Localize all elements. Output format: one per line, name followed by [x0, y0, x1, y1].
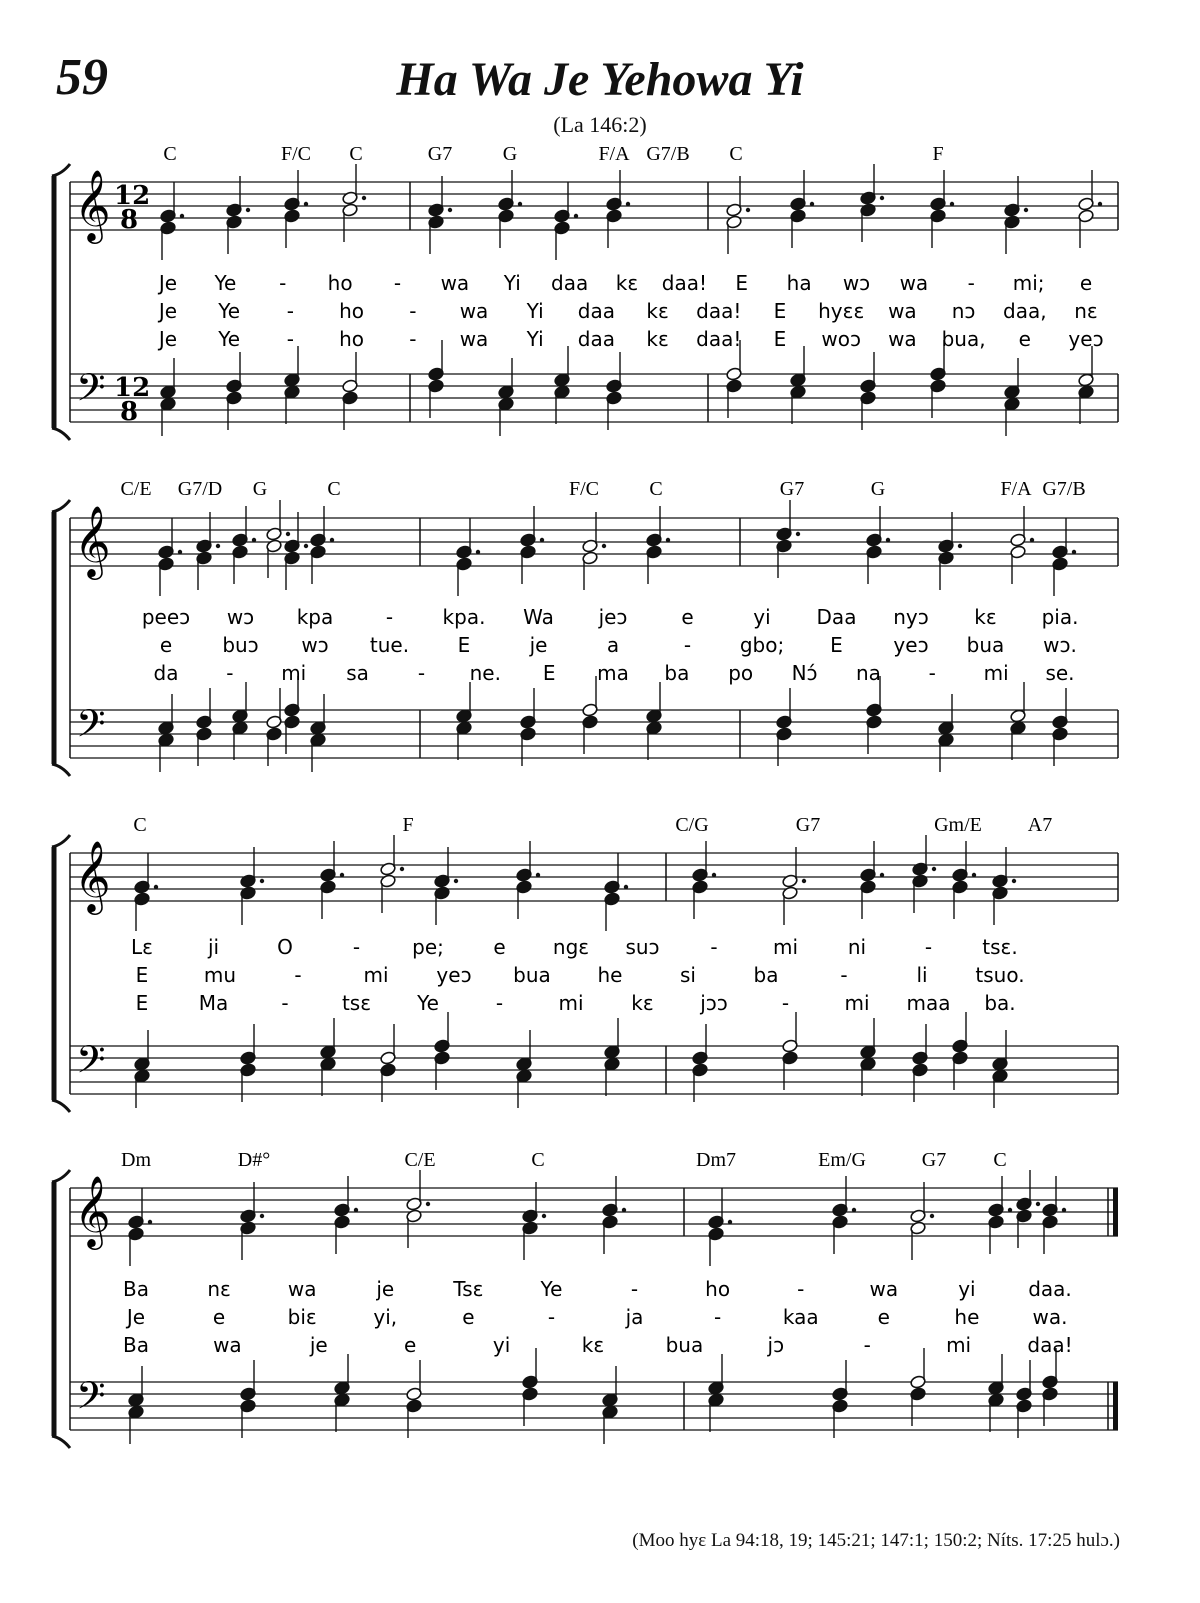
- dot: [154, 885, 158, 889]
- dot: [880, 873, 884, 877]
- lyric-syllable: si: [680, 963, 696, 987]
- lyric-syllable: Wa: [523, 605, 554, 629]
- chord-symbol: F/A: [598, 143, 630, 165]
- lyric-syllable: wa: [287, 1277, 317, 1301]
- lyric-syllable: kɛ: [646, 299, 669, 323]
- chord-symbol: G: [502, 143, 518, 165]
- dot: [1062, 1208, 1066, 1212]
- dot: [852, 1208, 856, 1212]
- lyric-syllable: maa: [906, 991, 951, 1015]
- lyric-syllable: E: [773, 327, 787, 351]
- dot: [216, 544, 220, 548]
- dot: [886, 538, 890, 542]
- dot: [626, 202, 630, 206]
- lyric-syllable: yi: [492, 1333, 511, 1357]
- lyric-syllable: bua: [966, 633, 1005, 657]
- lyric-syllable: ngɛ: [552, 935, 590, 959]
- lyric-syllable: wa: [440, 271, 470, 295]
- dot: [1098, 202, 1102, 206]
- lyric-syllable: je: [376, 1277, 395, 1301]
- lyric-syllable: ba: [753, 963, 779, 987]
- bracket-hook-top: [52, 164, 70, 176]
- chord-symbol: C: [349, 143, 363, 165]
- lyric-syllable: li: [916, 963, 928, 987]
- lyric-syllable: Ba: [123, 1277, 149, 1301]
- dot: [666, 538, 670, 542]
- dot: [304, 544, 308, 548]
- lyric-syllable: wa: [899, 271, 929, 295]
- dot: [454, 879, 458, 883]
- lyric-syllable: e: [404, 1333, 417, 1357]
- lyric-syllable: Lɛ: [131, 935, 153, 959]
- chord-symbol: F: [402, 814, 414, 836]
- dot: [802, 879, 806, 883]
- dot: [540, 538, 544, 542]
- dot: [246, 208, 250, 212]
- chord-symbol: G7/B: [646, 143, 690, 165]
- lyric-syllable: E: [735, 271, 749, 295]
- lyric-syllable: kɛ: [615, 271, 639, 295]
- lyric-syllable: -: [226, 661, 234, 685]
- dot: [796, 532, 800, 536]
- treble-clef-icon: 𝄞: [74, 839, 111, 912]
- lyric-syllable: daa,: [1003, 299, 1047, 323]
- lyric-syllable: wa: [869, 1277, 899, 1301]
- lyric-syllable: mi: [363, 963, 389, 987]
- chord-symbol: G7/D: [177, 478, 223, 500]
- dot: [542, 1214, 546, 1218]
- final-barline-thick: [1113, 1382, 1118, 1430]
- lyric-syllable: wɔ.: [1043, 633, 1077, 657]
- bracket-hook-bottom: [52, 428, 70, 440]
- lyric-syllable: Nɔ́: [791, 661, 818, 685]
- lyric-syllable: ni: [847, 935, 867, 959]
- lyric-syllable: he: [597, 963, 623, 987]
- lyric-syllable: Ye: [218, 299, 241, 323]
- dot: [712, 873, 716, 877]
- lyric-syllable: Ma: [198, 991, 229, 1015]
- scripture-reference: (La 146:2): [553, 112, 647, 137]
- lyric-syllable: wɔ: [226, 605, 255, 629]
- chord-symbol: Gm/E: [934, 814, 982, 836]
- lyric-syllable: mi: [946, 1333, 972, 1357]
- lyric-syllable: se.: [1045, 661, 1075, 685]
- lyric-syllable: kaa: [782, 1305, 819, 1329]
- chord-symbol: C: [729, 143, 743, 165]
- bass-clef-icon: 𝄢: [76, 1373, 106, 1427]
- dot: [400, 867, 404, 871]
- lyric-syllable: woɔ: [821, 327, 861, 351]
- lyric-syllable: peeɔ: [141, 605, 191, 629]
- lyric-syllable: -: [547, 1305, 556, 1329]
- lyric-syllable: kpa.: [442, 605, 486, 629]
- lyric-syllable: Je: [158, 327, 178, 351]
- lyric-syllable: ho: [705, 1277, 731, 1301]
- lyric-syllable: Daa: [816, 605, 857, 629]
- lyric-syllable: Je: [126, 1305, 146, 1329]
- lyric-syllable: kɛ: [646, 327, 669, 351]
- chord-symbol: D#°: [237, 1149, 271, 1171]
- treble-clef-icon: 𝄞: [74, 1174, 111, 1247]
- dot: [728, 1220, 732, 1224]
- lyric-syllable: yeɔ: [436, 963, 472, 987]
- lyric-syllable: kɛ: [581, 1333, 605, 1357]
- dot: [602, 544, 606, 548]
- bass-time-signature-denominator: 8: [120, 397, 139, 427]
- chord-symbol: G7: [921, 1149, 947, 1171]
- chord-symbol: C/E: [120, 478, 152, 500]
- chord-symbol: C: [163, 143, 177, 165]
- lyric-syllable: nɛ: [207, 1277, 231, 1301]
- chord-symbol: G7: [779, 478, 805, 500]
- lyric-syllable: mi: [281, 661, 307, 685]
- lyric-syllable: tsɛ: [341, 991, 372, 1015]
- lyric-syllable: Tsɛ: [453, 1277, 484, 1301]
- lyric-syllable: -: [840, 963, 848, 987]
- treble-clef-icon: 𝄞: [74, 168, 111, 241]
- dot: [304, 202, 308, 206]
- dot: [1030, 538, 1034, 542]
- dot: [518, 202, 522, 206]
- lyric-syllable: hyɛɛ: [818, 299, 865, 323]
- dot: [930, 1214, 934, 1218]
- lyric-syllable: ba: [664, 661, 690, 685]
- chord-symbol: C: [993, 1149, 1007, 1171]
- lyric-syllable: e: [159, 633, 173, 657]
- chord-symbol: A7: [1027, 814, 1053, 836]
- lyric-syllable: yeɔ: [1068, 327, 1104, 351]
- lyric-syllable: -: [409, 327, 417, 351]
- lyric-syllable: yi,: [373, 1305, 398, 1329]
- lyric-syllable: nyɔ: [893, 605, 929, 629]
- lyric-syllable: buɔ: [222, 633, 259, 657]
- lyric-syllable: e: [493, 935, 506, 959]
- lyric-syllable: da: [153, 661, 179, 685]
- chord-symbol: C: [531, 1149, 545, 1171]
- lyric-syllable: -: [710, 935, 718, 959]
- lyric-syllable: O: [277, 935, 293, 959]
- chord-symbol: G7: [427, 143, 453, 165]
- lyric-syllable: -: [281, 991, 289, 1015]
- dot: [1008, 1208, 1012, 1212]
- lyric-syllable: Yi: [526, 327, 544, 351]
- lyric-syllable: -: [279, 271, 287, 295]
- lyric-syllable: wa: [888, 299, 917, 323]
- lyric-syllable: po: [728, 661, 754, 685]
- treble-time-signature-denominator: 8: [120, 205, 139, 235]
- lyric-syllable: Je: [158, 299, 178, 323]
- lyric-syllable: daa!: [661, 271, 707, 295]
- dot: [1024, 208, 1028, 212]
- lyric-syllable: na: [855, 661, 881, 685]
- lyric-syllable: tsuo.: [975, 963, 1025, 987]
- chord-symbol: Dm7: [696, 1149, 736, 1171]
- chord-symbol: G7/B: [1042, 478, 1086, 500]
- dot: [178, 550, 182, 554]
- dot: [1012, 879, 1016, 883]
- chord-symbol: F/C: [280, 143, 312, 165]
- dot: [972, 873, 976, 877]
- lyric-syllable: -: [683, 633, 692, 657]
- lyric-syllable: wa: [213, 1333, 242, 1357]
- lyric-syllable: jeɔ: [598, 605, 628, 629]
- bass-clef-icon: 𝄢: [76, 365, 106, 419]
- lyric-syllable: -: [863, 1333, 871, 1357]
- dot: [1036, 1202, 1040, 1206]
- lyric-syllable: E: [135, 963, 149, 987]
- lyric-syllable: ji: [207, 935, 220, 959]
- dot: [880, 196, 884, 200]
- hymn-title: Ha Wa Je Yehowa Yi: [396, 53, 804, 106]
- lyric-syllable: ma: [597, 661, 629, 685]
- lyric-syllable: wa: [459, 327, 489, 351]
- lyric-syllable: -: [286, 327, 295, 351]
- chord-symbol: C/E: [404, 1149, 436, 1171]
- lyric-syllable: mi: [844, 991, 870, 1015]
- dot: [624, 885, 628, 889]
- lyric-syllable: yeɔ: [893, 633, 929, 657]
- lyric-syllable: e: [681, 605, 694, 629]
- treble-time-signature-numerator: 12: [114, 181, 151, 211]
- bracket-hook-bottom: [52, 1436, 70, 1448]
- lyric-syllable: Ye: [214, 271, 237, 295]
- lyric-syllable: daa: [577, 299, 616, 323]
- lyric-syllable: Je: [158, 271, 178, 295]
- lyric-syllable: yi: [958, 1277, 976, 1301]
- lyric-syllable: kpa: [296, 605, 334, 629]
- lyric-syllable: daa.: [1028, 1277, 1072, 1301]
- lyric-syllable: E: [457, 633, 471, 657]
- lyric-syllable: bua: [513, 963, 551, 987]
- lyric-syllable: daa: [551, 271, 589, 295]
- dot: [330, 538, 334, 542]
- lyric-syllable: Ye: [218, 327, 241, 351]
- dot: [180, 214, 184, 218]
- lyric-syllable: pe;: [412, 935, 444, 959]
- lyric-syllable: kɛ: [974, 605, 997, 629]
- bracket-hook-bottom: [52, 764, 70, 776]
- lyric-syllable: biɛ: [287, 1305, 317, 1329]
- lyric-syllable: ne.: [469, 661, 501, 685]
- lyric-syllable: a: [606, 633, 620, 657]
- lyric-syllable: -: [294, 963, 302, 987]
- dot: [932, 867, 936, 871]
- dot: [1072, 550, 1076, 554]
- bracket-hook-top: [52, 500, 70, 512]
- lyric-syllable: Ye: [540, 1277, 563, 1301]
- lyric-syllable: daa!: [1027, 1333, 1073, 1357]
- lyric-syllable: suɔ: [625, 935, 660, 959]
- lyric-syllable: mu: [203, 963, 237, 987]
- lyric-syllable: -: [352, 935, 361, 959]
- chord-symbol: F/C: [568, 478, 600, 500]
- lyric-syllable: Ye: [417, 991, 439, 1015]
- chord-symbol: F/A: [1000, 478, 1032, 500]
- lyric-syllable: daa!: [696, 327, 742, 351]
- dot: [286, 532, 290, 536]
- dot: [958, 544, 962, 548]
- lyric-syllable: e: [1018, 327, 1031, 351]
- lyric-syllable: -: [967, 271, 975, 295]
- lyric-syllable: -: [385, 605, 394, 629]
- dot: [810, 202, 814, 206]
- lyric-syllable: wɔ: [842, 271, 871, 295]
- lyric-syllable: mi: [558, 991, 584, 1015]
- lyric-syllable: -: [630, 1277, 639, 1301]
- lyric-syllable: ho: [327, 271, 353, 295]
- lyric-syllable: ho: [339, 327, 365, 351]
- lyric-syllable: nɛ: [1074, 299, 1098, 323]
- hymn-number: 59: [56, 49, 108, 106]
- chord-symbol: G: [870, 478, 886, 500]
- dot: [260, 879, 264, 883]
- lyric-syllable: e: [877, 1305, 890, 1329]
- final-barline-thick: [1113, 1188, 1118, 1236]
- bracket-hook-bottom: [52, 1100, 70, 1112]
- lyric-syllable: ba.: [984, 991, 1016, 1015]
- lyric-syllable: ja: [625, 1305, 644, 1329]
- lyric-syllable: -: [286, 299, 295, 323]
- lyric-syllable: ho: [339, 299, 365, 323]
- bracket-hook-top: [52, 1170, 70, 1182]
- lyric-syllable: wa: [459, 299, 489, 323]
- chord-symbol: F: [932, 143, 944, 165]
- bass-clef-icon: 𝄢: [76, 1037, 106, 1091]
- lyric-syllable: mi: [983, 661, 1009, 685]
- chord-symbol: G7: [795, 814, 821, 836]
- dot: [148, 1220, 152, 1224]
- lyric-syllable: Ba: [123, 1333, 149, 1357]
- lyric-syllable: daa: [577, 327, 616, 351]
- lyric-syllable: daa!: [696, 299, 742, 323]
- chord-symbol: C: [649, 478, 663, 500]
- bass-time-signature-numerator: 12: [114, 373, 151, 403]
- lyric-syllable: -: [714, 1305, 722, 1329]
- dot: [362, 196, 366, 200]
- lyric-syllable: e: [462, 1305, 475, 1329]
- chord-symbol: Em/G: [818, 1149, 866, 1171]
- lyric-syllable: e: [212, 1305, 226, 1329]
- lyric-syllable: he: [954, 1305, 980, 1329]
- lyric-syllable: je: [529, 633, 548, 657]
- lyric-syllable: wɔ: [301, 633, 329, 657]
- lyric-syllable: kɛ: [631, 991, 654, 1015]
- dot: [746, 208, 750, 212]
- lyric-syllable: mi;: [1012, 271, 1045, 295]
- dot: [260, 1214, 264, 1218]
- lyric-syllable: tsɛ.: [982, 935, 1018, 959]
- lyric-syllable: bua: [665, 1333, 704, 1357]
- lyric-syllable: -: [797, 1277, 805, 1301]
- lyric-syllable: yi: [753, 605, 771, 629]
- chord-symbol: G: [252, 478, 268, 500]
- lyric-syllable: ha: [786, 271, 812, 295]
- lyric-syllable: e: [1079, 271, 1093, 295]
- lyric-syllable: -: [781, 991, 790, 1015]
- lyric-syllable: -: [417, 661, 426, 685]
- treble-clef-icon: 𝄞: [74, 504, 111, 577]
- lyric-syllable: -: [928, 661, 936, 685]
- lyric-syllable: wa.: [1032, 1305, 1068, 1329]
- lyric-syllable: -: [495, 991, 504, 1015]
- dot: [950, 202, 954, 206]
- lyric-syllable: E: [542, 661, 556, 685]
- bass-clef-icon: 𝄢: [76, 701, 106, 755]
- lyric-syllable: nɔ: [951, 299, 976, 323]
- lyric-syllable: -: [409, 299, 417, 323]
- lyric-syllable: tue.: [369, 633, 410, 657]
- chord-symbol: C: [133, 814, 147, 836]
- lyric-syllable: E: [830, 633, 843, 657]
- dot: [622, 1208, 626, 1212]
- lyric-syllable: gbo;: [739, 633, 785, 657]
- lyric-syllable: -: [924, 935, 933, 959]
- lyric-syllable: jɔɔ: [700, 991, 728, 1015]
- lyric-syllable: jɔ: [767, 1333, 785, 1357]
- dot: [426, 1202, 430, 1206]
- lyric-syllable: wa: [888, 327, 917, 351]
- lyric-syllable: bua,: [941, 327, 986, 351]
- dot: [340, 873, 344, 877]
- lyric-syllable: E: [135, 991, 149, 1015]
- lyric-syllable: pia.: [1041, 605, 1079, 629]
- lyric-syllable: Yi: [526, 299, 544, 323]
- dot: [476, 550, 480, 554]
- lyric-syllable: E: [773, 299, 787, 323]
- dot: [536, 873, 540, 877]
- bracket-hook-top: [52, 835, 70, 847]
- lyric-syllable: -: [393, 271, 402, 295]
- chord-symbol: Dm: [121, 1149, 151, 1171]
- chord-symbol: C/G: [675, 814, 709, 836]
- chord-symbol: C: [327, 478, 341, 500]
- lyric-syllable: Yi: [503, 271, 521, 295]
- lyric-syllable: mi: [772, 935, 799, 959]
- dot: [252, 538, 256, 542]
- lyric-syllable: je: [309, 1333, 328, 1357]
- dot: [354, 1208, 358, 1212]
- lyric-syllable: sa: [346, 661, 369, 685]
- dot: [574, 214, 578, 218]
- dot: [448, 208, 452, 212]
- footer-references: (Moo hyɛ La 94:18, 19; 145:21; 147:1; 150:2; Níts. 17:25 hulɔ.): [632, 1530, 1120, 1551]
